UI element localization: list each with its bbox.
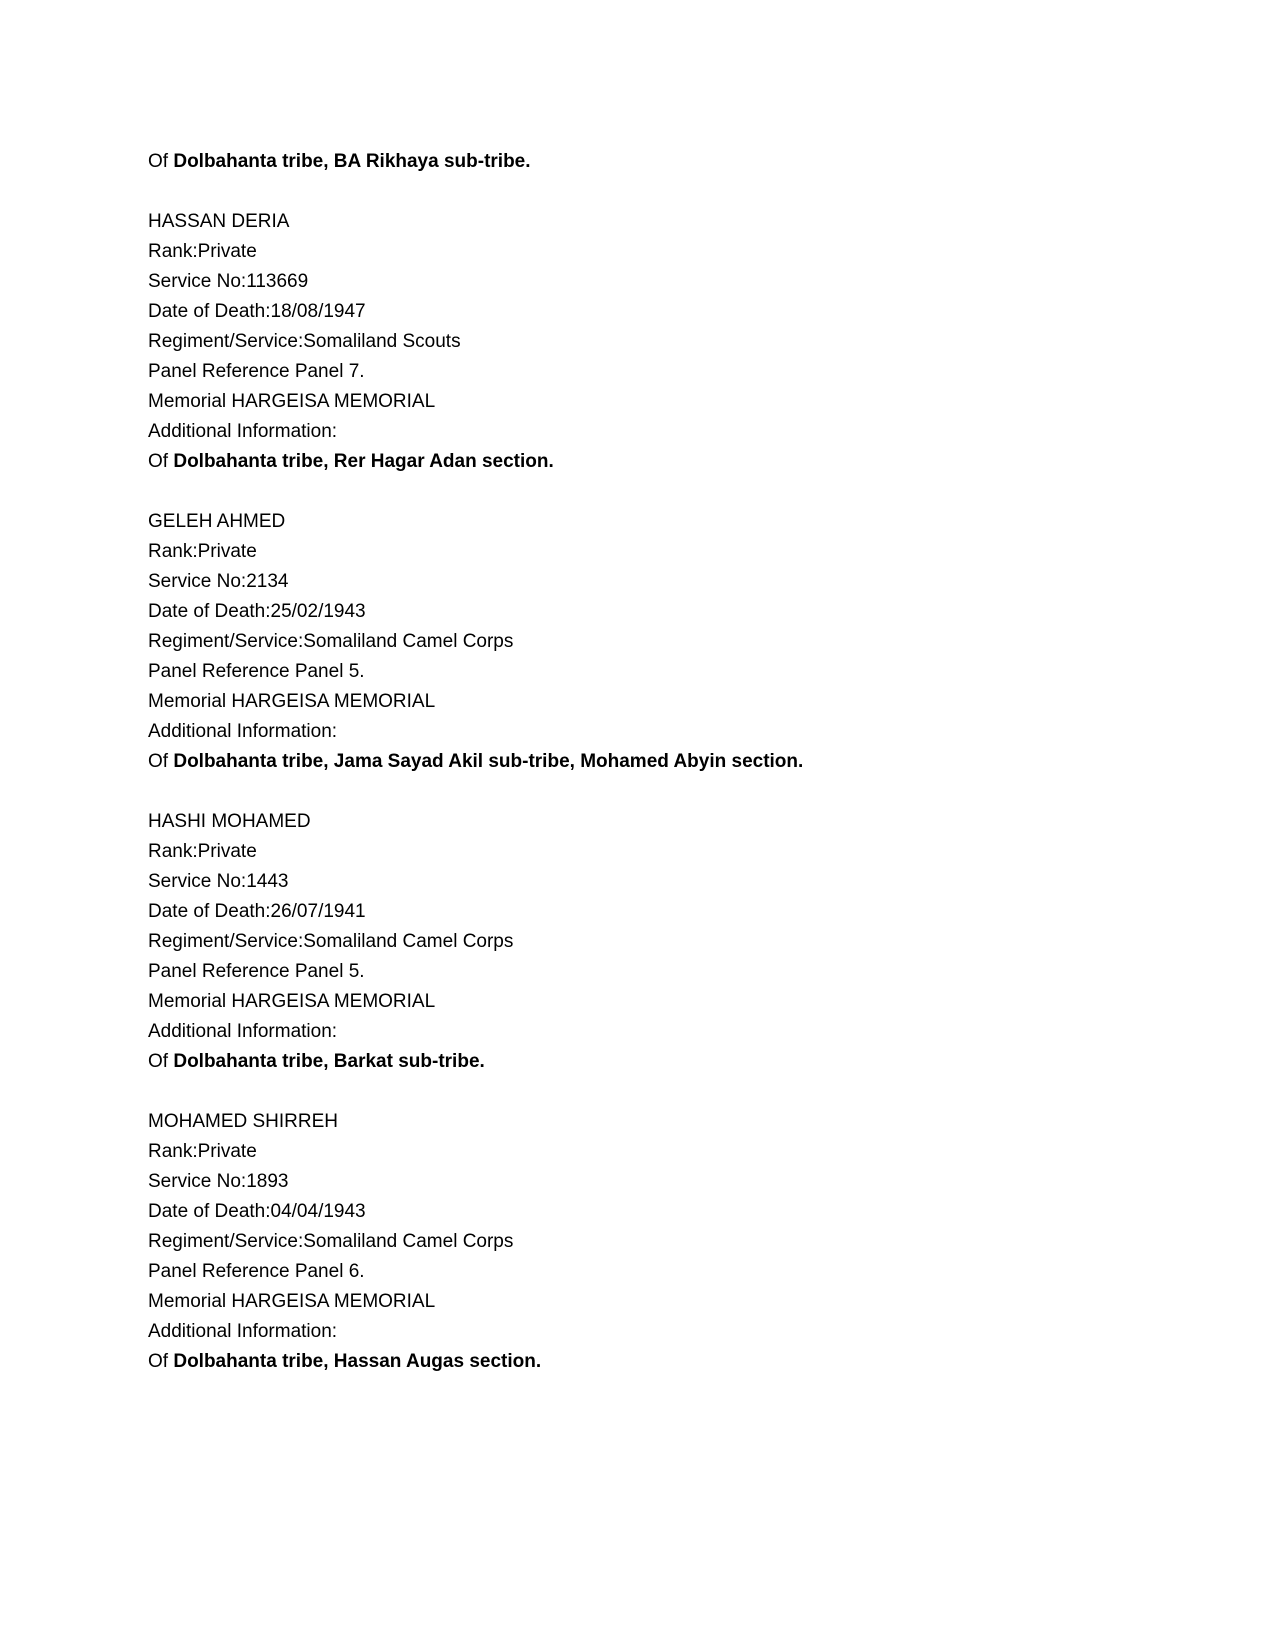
entry-name: MOHAMED SHIRREH (148, 1111, 339, 1132)
info-prefix: Of (148, 1351, 169, 1372)
entry-regiment: Regiment/Service:Somaliland Scouts (148, 331, 461, 352)
spacer (148, 477, 1148, 507)
entry-name: HASHI MOHAMED (148, 811, 311, 832)
entry-additional-info (148, 747, 1148, 777)
entry-panel: Panel Reference Panel 5. (148, 661, 365, 682)
intro-line (148, 147, 1148, 177)
info-prefix: Of (148, 1051, 169, 1072)
entry-memorial: Memorial HARGEISA MEMORIAL (148, 1291, 436, 1312)
entry-name: GELEH AHMED (148, 511, 286, 532)
entry-date-of-death: Date of Death:25/02/1943 (148, 601, 366, 622)
entry-service-no: Service No:2134 (148, 571, 289, 592)
entry-additional-label: Additional Information: (148, 421, 338, 442)
info-prefix: Of (148, 751, 169, 772)
memorial-entry (148, 207, 1148, 477)
entry-memorial: Memorial HARGEISA MEMORIAL (148, 391, 436, 412)
entry-additional-label: Additional Information: (148, 1021, 338, 1042)
memorial-entry (148, 1107, 1148, 1377)
spacer (148, 177, 1148, 207)
entry-regiment: Regiment/Service:Somaliland Camel Corps (148, 931, 514, 952)
intro-prefix: Of (148, 151, 169, 172)
spacer (148, 777, 1148, 807)
entry-name: HASSAN DERIA (148, 211, 290, 232)
entry-additional-label: Additional Information: (148, 1321, 338, 1342)
entry-service-no: Service No:1443 (148, 871, 289, 892)
entry-service-no: Service No:1893 (148, 1171, 289, 1192)
entry-regiment: Regiment/Service:Somaliland Camel Corps (148, 1231, 514, 1252)
memorial-entry (148, 807, 1148, 1077)
entry-date-of-death: Date of Death:26/07/1941 (148, 901, 366, 922)
entry-rank: Rank:Private (148, 841, 257, 862)
entry-additional-info (148, 1047, 1148, 1077)
intro-bold: Dolbahanta tribe, BA Rikhaya sub-tribe. (173, 151, 531, 172)
entry-panel: Panel Reference Panel 5. (148, 961, 365, 982)
info-bold: Dolbahanta tribe, Rer Hagar Adan section. (173, 451, 554, 472)
entry-rank: Rank:Private (148, 1141, 257, 1162)
entry-rank: Rank:Private (148, 541, 257, 562)
entry-additional-info (148, 1347, 1148, 1377)
info-bold: Dolbahanta tribe, Hassan Augas section. (173, 1351, 542, 1372)
entry-rank: Rank:Private (148, 241, 257, 262)
info-bold: Dolbahanta tribe, Jama Sayad Akil sub-tribe, Mohamed Abyin section. (173, 751, 804, 772)
entry-additional-info (148, 447, 1148, 477)
entry-service-no: Service No:113669 (148, 271, 309, 292)
spacer (148, 1077, 1148, 1107)
info-prefix: Of (148, 451, 169, 472)
entry-panel: Panel Reference Panel 7. (148, 361, 365, 382)
entry-date-of-death: Date of Death:04/04/1943 (148, 1201, 366, 1222)
entry-memorial: Memorial HARGEISA MEMORIAL (148, 991, 436, 1012)
info-bold: Dolbahanta tribe, Barkat sub-tribe. (173, 1051, 485, 1072)
entry-panel: Panel Reference Panel 6. (148, 1261, 365, 1282)
entry-date-of-death: Date of Death:18/08/1947 (148, 301, 366, 322)
entry-additional-label: Additional Information: (148, 721, 338, 742)
entry-memorial: Memorial HARGEISA MEMORIAL (148, 691, 436, 712)
entry-regiment: Regiment/Service:Somaliland Camel Corps (148, 631, 514, 652)
document-body (148, 147, 1148, 1377)
memorial-entry (148, 507, 1148, 777)
